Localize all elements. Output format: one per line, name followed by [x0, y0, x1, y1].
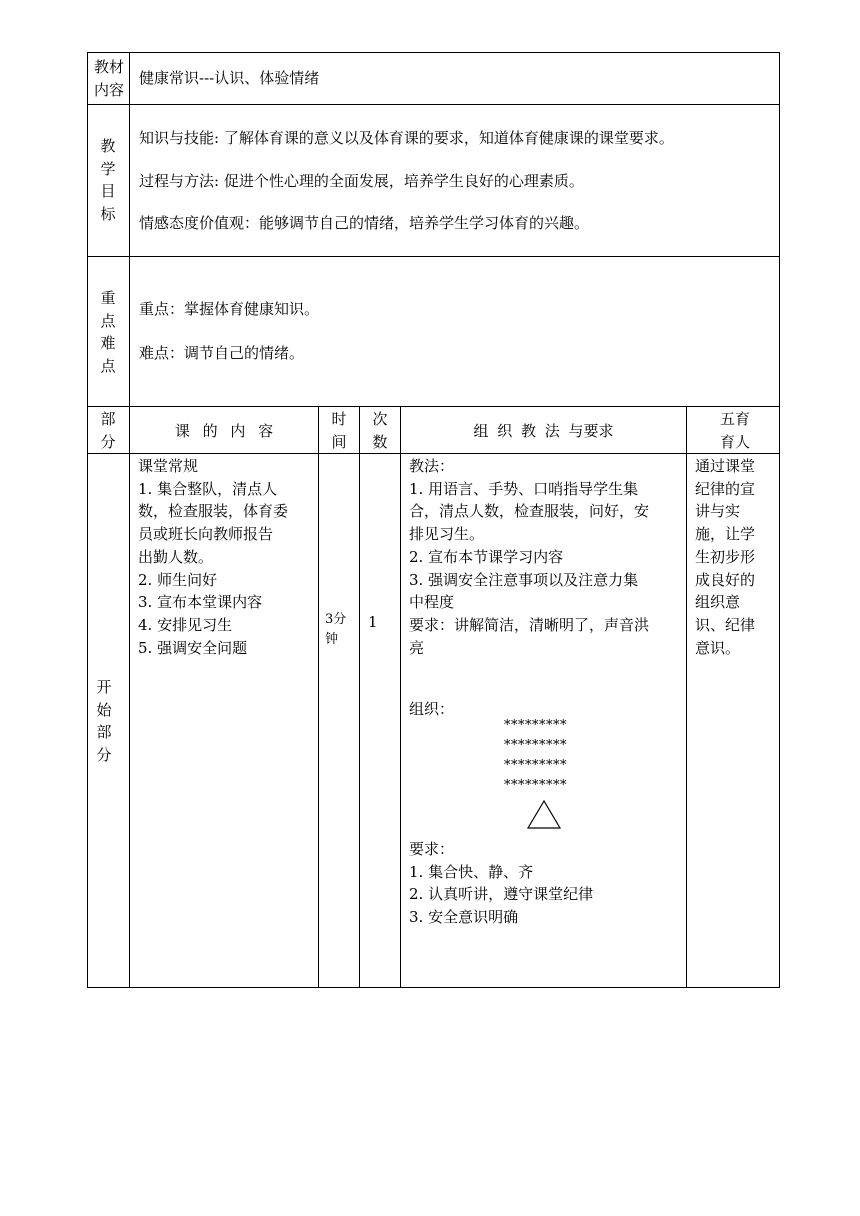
count-value: 1 — [368, 613, 378, 631]
method-line: 排见习生。 — [409, 525, 485, 544]
content-line: 4. 安排见习生 — [138, 615, 233, 634]
content-line: 员或班长向教师报告 — [138, 525, 274, 544]
material-value: 健康常识---认识、体验情绪 — [139, 69, 320, 87]
key-point: 重点：掌握体育健康知识。 — [139, 300, 320, 318]
content-line: 3. 宣布本堂课内容 — [138, 593, 263, 612]
requirements-label: 要求： — [409, 840, 455, 858]
organization-label: 组织： — [409, 700, 455, 718]
education-line: 组织意 — [695, 593, 741, 612]
method-line: 2. 宣布本节课学习内容 — [409, 547, 564, 566]
objective-attitude: 情感态度价值观：能够调节自己的情绪，培养学生学习体育的兴趣。 — [139, 214, 590, 232]
content-line: 5. 强调安全问题 — [138, 638, 248, 657]
education-line: 意识。 — [695, 638, 741, 657]
column-header-education: 五育育人 — [719, 410, 750, 451]
objective-process: 过程与方法: 促进个性心理的全面发展，培养学生良好的心理素质。 — [139, 172, 584, 190]
column-divider — [359, 406, 360, 988]
content-line: 数，检查服装，体育委 — [138, 502, 289, 521]
column-header-count: 次数 — [372, 410, 388, 451]
column-header-time: 时间 — [331, 410, 347, 451]
method-line: 教法： — [409, 457, 455, 475]
requirement-item: 2. 认真听讲，遵守课堂纪律 — [409, 885, 594, 904]
column-divider — [318, 406, 319, 988]
formation-row: ********* — [504, 778, 567, 793]
formation-row: ********* — [504, 738, 567, 753]
formation-row: ********* — [504, 718, 567, 733]
education-line: 成良好的 — [695, 570, 756, 589]
content-line: 出勤人数。 — [138, 547, 214, 566]
column-divider — [129, 52, 130, 988]
row-divider — [87, 453, 780, 454]
formation-row: ********* — [504, 758, 567, 773]
objectives-label: 教学目标 — [100, 137, 116, 224]
method-line: 要求：讲解简洁，清晰明了，声音洪 — [409, 615, 650, 634]
column-header-method: 组 织 教 法 与要求 — [473, 422, 614, 440]
education-line: 识、纪律 — [695, 615, 756, 634]
part-label: 开始部分 — [96, 678, 112, 765]
requirement-item: 3. 安全意识明确 — [409, 908, 519, 927]
time-value: 3分钟 — [325, 612, 347, 647]
lesson-content — [138, 455, 288, 659]
column-divider — [400, 406, 401, 988]
content-line: 课堂常规 — [138, 457, 199, 475]
education-line: 生初步形 — [695, 547, 756, 566]
teaching-method — [409, 455, 649, 659]
objective-knowledge: 知识与技能: 了解体育课的意义以及体育课的要求，知道体育健康课的课堂要求。 — [139, 129, 674, 147]
method-line: 合，清点人数，检查服装，问好，安 — [409, 502, 650, 521]
requirement-item: 1. 集合快、静、齐 — [409, 862, 534, 881]
method-line: 亮 — [409, 638, 425, 657]
content-line: 2. 师生问好 — [138, 570, 218, 589]
method-line: 中程度 — [409, 593, 455, 612]
row-divider — [87, 104, 780, 105]
material-label: 教材内容 — [93, 58, 124, 99]
method-line: 1. 用语言、手势、口哨指导学生集 — [409, 479, 639, 498]
student-formation — [504, 716, 584, 796]
education-line: 讲与实 — [695, 502, 741, 521]
column-divider — [686, 406, 687, 988]
row-divider — [87, 406, 780, 407]
key-points-label: 重点难点 — [100, 289, 116, 376]
column-header-content: 课 的 内 容 — [174, 422, 274, 440]
column-header-part: 部分 — [100, 410, 116, 451]
triangle-icon — [527, 800, 561, 830]
education-line: 通过课堂 — [695, 457, 756, 475]
row-divider — [87, 256, 780, 257]
difficulty-point: 难点：调节自己的情绪。 — [139, 344, 305, 362]
requirements — [409, 838, 593, 929]
content-line: 1. 集合整队，清点人 — [138, 479, 278, 498]
method-line: 3. 强调安全注意事项以及注意力集 — [409, 570, 639, 589]
education-line: 施，让学 — [695, 525, 756, 544]
education-notes — [695, 455, 755, 659]
education-line: 纪律的宣 — [695, 479, 756, 498]
